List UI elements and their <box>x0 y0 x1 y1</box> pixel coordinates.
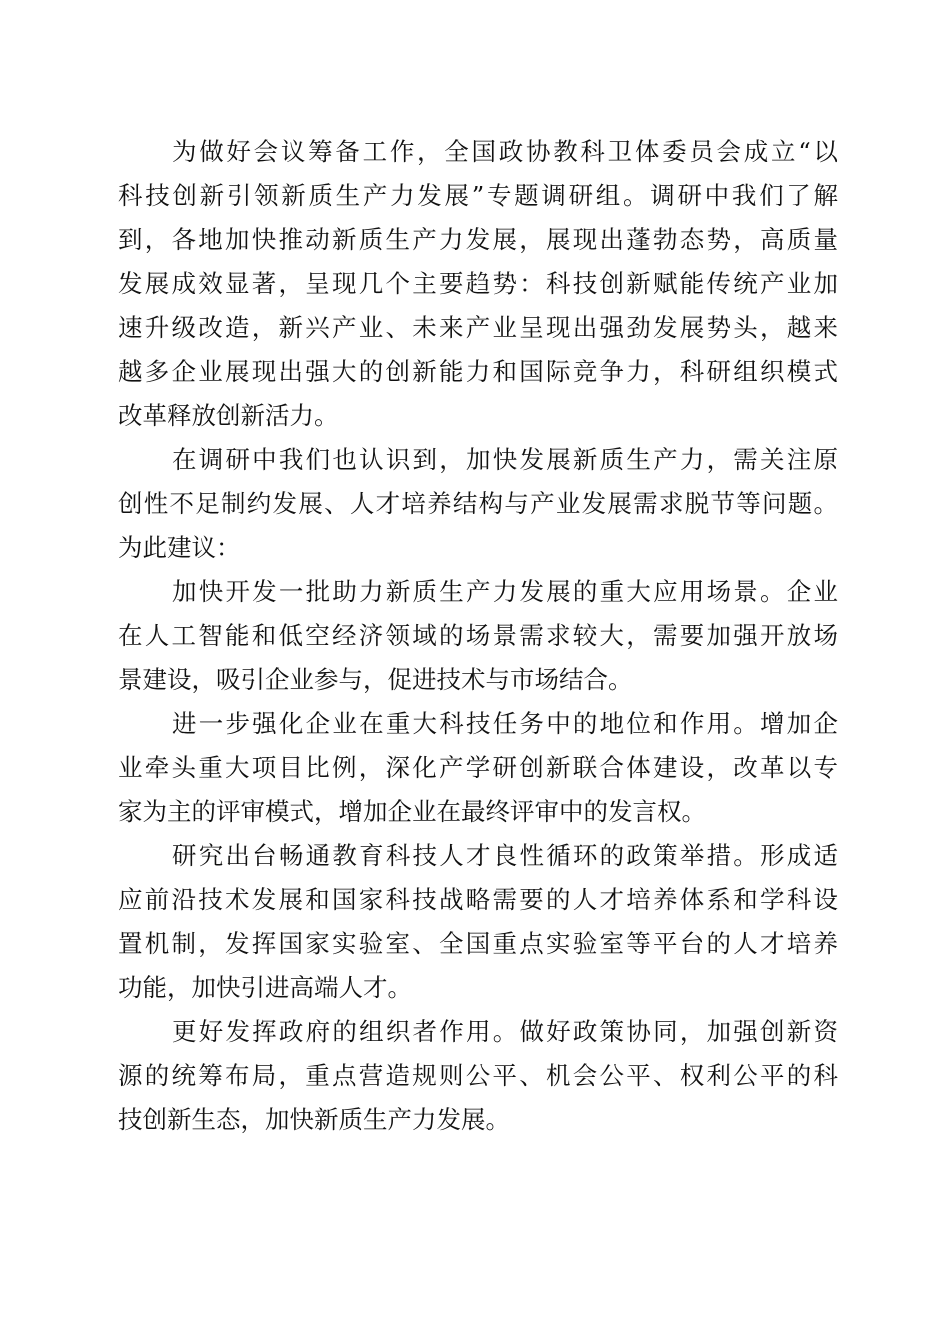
text-line: 在调研中我们也认识到，加快发展新质生产力，需关注原 <box>172 445 838 474</box>
text-line: 到，各地加快推动新质生产力发展，展现出蓬勃态势，高质量 <box>118 225 838 254</box>
text-line: 越多企业展现出强大的创新能力和国际竞争力，科研组织模式 <box>118 357 838 386</box>
paragraph-2 <box>118 438 838 570</box>
text-line: 景建设，吸引企业参与，促进技术与市场结合。 <box>118 665 633 694</box>
text-line: 功能，加快引进高端人才。 <box>118 973 412 1002</box>
text-line: 更好发挥政府的组织者作用。做好政策协同，加强创新资 <box>172 1017 838 1046</box>
text-line: 为此建议： <box>118 533 241 562</box>
text-line: 业牵头重大项目比例，深化产学研创新联合体建设，改革以专 <box>118 753 838 782</box>
text-line: 加快开发一批助力新质生产力发展的重大应用场景。企业 <box>172 577 838 606</box>
text-line: 改革释放创新活力。 <box>118 401 339 430</box>
paragraph-4 <box>118 702 838 834</box>
text-line: 家为主的评审模式，增加企业在最终评审中的发言权。 <box>118 797 706 826</box>
paragraph-1 <box>118 130 838 438</box>
text-line: 速升级改造，新兴产业、未来产业呈现出强劲发展势头，越来 <box>118 313 838 342</box>
text-line: 置机制，发挥国家实验室、全国重点实验室等平台的人才培养 <box>118 929 838 958</box>
document-body <box>118 130 838 1142</box>
text-line: 研究出台畅通教育科技人才良性循环的政策举措。形成适 <box>172 841 838 870</box>
text-line: 进一步强化企业在重大科技任务中的地位和作用。增加企 <box>172 709 838 738</box>
paragraph-5 <box>118 834 838 1010</box>
paragraph-3 <box>118 570 838 702</box>
text-line: 科技创新引领新质生产力发展”专题调研组。调研中我们了解 <box>118 181 838 210</box>
text-line: 发展成效显著，呈现几个主要趋势：科技创新赋能传统产业加 <box>118 269 838 298</box>
text-line: 应前沿技术发展和国家科技战略需要的人才培养体系和学科设 <box>118 885 838 914</box>
text-line: 技创新生态，加快新质生产力发展。 <box>118 1105 510 1134</box>
text-line: 在人工智能和低空经济领域的场景需求较大，需要加强开放场 <box>118 621 838 650</box>
text-line: 创性不足制约发展、人才培养结构与产业发展需求脱节等问题。 <box>118 489 838 518</box>
text-line: 源的统筹布局，重点营造规则公平、机会公平、权利公平的科 <box>118 1061 838 1090</box>
paragraph-6 <box>118 1010 838 1142</box>
text-line: 为做好会议筹备工作，全国政协教科卫体委员会成立“以 <box>172 137 838 166</box>
